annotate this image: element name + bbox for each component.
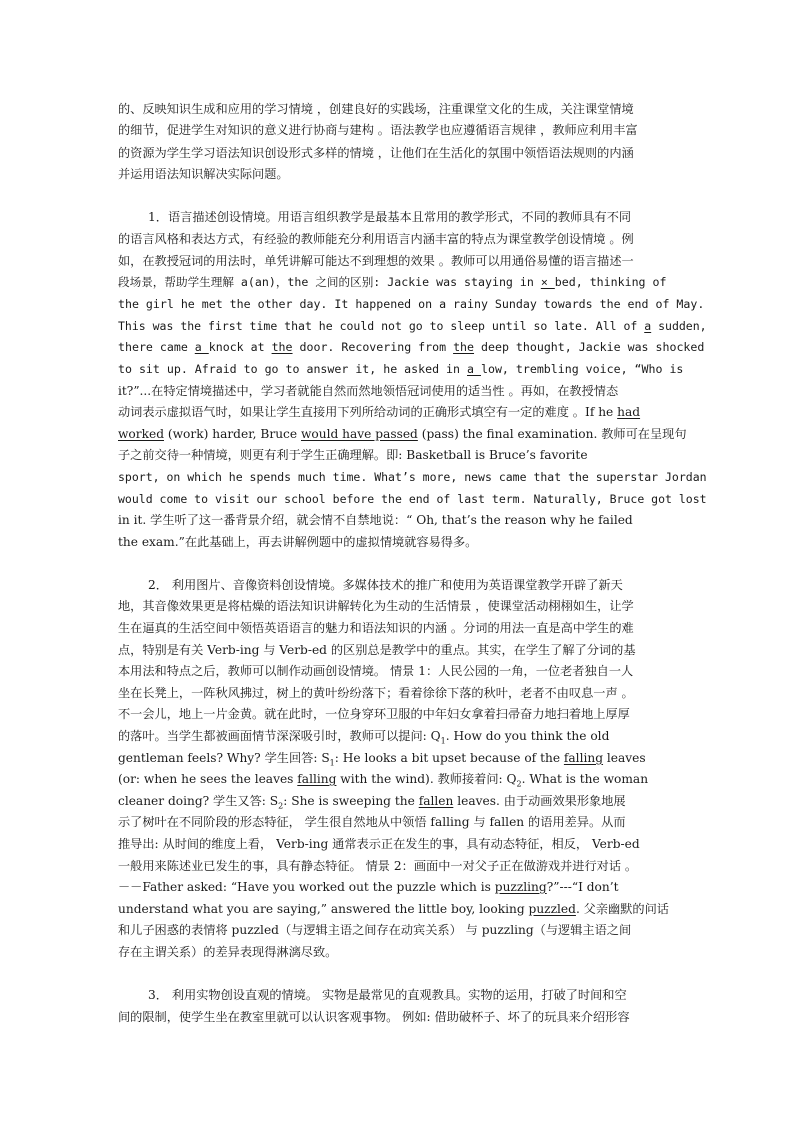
text-run: knock at <box>208 340 272 354</box>
text-line: 子之前交待一种情境，则更有利于学生正确理解。即: Basketball is Bruce’s favorite <box>118 448 588 462</box>
text-run: door. Recovering from <box>292 340 454 354</box>
text-run: low, trembling voice, “Who is <box>480 362 684 376</box>
text-line <box>118 404 640 420</box>
underlined-word: had <box>617 405 641 419</box>
text-run: . What is the woman <box>521 772 649 786</box>
text-run: This was the first time that he could not go to sleep until so late. All of <box>118 319 645 333</box>
text-run: 动词表示虚拟语气时，如果让学生直接用下列所给动词的正确形式填空有一定的难度 。If he <box>118 405 618 419</box>
underlined-word: fallen <box>418 794 454 808</box>
underlined-word: a <box>467 362 481 376</box>
text-line <box>118 879 619 895</box>
text-line <box>118 771 648 787</box>
text-line: it?”...在特定情境描述中，学习者就能自然而然地领悟冠词使用的适当性 。再如，在教授情态 <box>118 384 619 398</box>
underlined-word: puzzling <box>494 880 547 894</box>
text-line: 如，在教授冠词的用法时，单凭讲解可能达不到理想的效果 。教师可以用通俗易懂的语言描述一 <box>118 254 634 268</box>
text-run: 的落叶。当学生都被画面情节深深吸引时，教师可以提问: Q <box>118 729 441 743</box>
text-run: cleaner doing? 学生又答: S <box>118 794 279 808</box>
text-line: would come to visit our school before the end of last term. Naturally, Bruce got lost <box>118 492 707 506</box>
subscript: 2 <box>278 801 284 811</box>
underlined-word: falling <box>297 772 337 786</box>
text-run: : She is sweeping the <box>283 794 419 808</box>
text-run: there came <box>118 340 195 354</box>
text-line: 的语言风格和表达方式，有经验的教师能充分利用语言内涵丰富的特点为课堂教学创设情境 。例 <box>118 232 634 246</box>
text-line: 存在主谓关系）的差异表现得淋漓尽致。 <box>118 945 338 959</box>
text-line: 并运用语法知识解决实际问题。 <box>118 167 289 181</box>
text-line: 一般用来陈述业已发生的事，具有静态特征。 情景 2：画面中一对父子正在做游戏并进行对话 。 <box>118 859 638 873</box>
text-run: sudden, <box>651 319 707 333</box>
blank-answer: × <box>540 275 555 289</box>
text-line: 的资源为学生学习语法知识创设形式多样的情境 ，让他们在生活化的氛围中领悟语法规则的内涵 <box>118 146 634 160</box>
text-run: (work) harder, Bruce <box>164 427 301 441</box>
text-run: －－Father asked: “Have you worked out the puzzle which is <box>118 880 495 894</box>
text-line: 地，其音像效果更是将枯燥的语法知识讲解转化为生动的生活情景 ，使课堂活动栩栩如生，让学 <box>118 599 634 613</box>
text-line: the exam.”在此基础上，再去讲解例题中的虚拟情境就容易得多。 <box>118 535 478 549</box>
text-line <box>118 901 669 917</box>
underlined-word: would have passed <box>300 427 418 441</box>
text-run: leaves <box>603 751 646 765</box>
text-line: 坐在长凳上，一阵秋风拂过，树上的黄叶纷纷落下；看着徐徐下落的秋叶，老者不由叹息一声 。 <box>118 686 634 700</box>
text-line: 的细节，促进学生对知识的意义进行协商与建构 。语法教学也应遵循语言规律 ，教师应利用丰富 <box>118 123 638 137</box>
text-line <box>118 728 609 744</box>
subscript: 1 <box>440 736 446 746</box>
text-line: in it. 学生听了这一番背景介绍，就会情不自禁地说：“ Oh, that’s the reason why he failed <box>118 513 633 527</box>
text-run: (pass) the final examination. 教师可在呈现句 <box>417 427 687 441</box>
text-run: bed, thinking of <box>554 275 667 289</box>
text-line: 的、反映知识生成和应用的学习情境 ，创建良好的实践场，注重课堂文化的生成，关注课堂情境 <box>118 102 634 116</box>
text-run: with the wind). 教师接着问: Q <box>336 772 517 786</box>
text-run: understand what you are saying,” answered the little boy, looking <box>118 902 529 916</box>
text-line: 生在逼真的生活空间中领悟英语语言的魅力和语法知识的内涵 。分词的用法一直是高中学生的难 <box>118 621 634 635</box>
text-run: : He looks a bit upset because of the <box>334 751 564 765</box>
underlined-word: falling <box>563 751 604 765</box>
text-line <box>118 274 666 290</box>
text-run: deep thought, Jackie was shocked <box>474 340 705 354</box>
subscript: 1 <box>329 758 335 768</box>
text-run: (or: when he sees the leaves <box>118 772 298 786</box>
underlined-word: the <box>453 340 475 354</box>
text-line: 示了树叶在不同阶段的形态特征， 学生很自然地从中领悟 falling 与 fallen 的语用差异。从而 <box>118 815 626 829</box>
text-line <box>118 426 687 442</box>
text-line: 和儿子困惑的表情将 puzzled（与逻辑主语之间存在动宾关系） 与 puzzling（与逻辑主语之间 <box>118 923 632 937</box>
text-line: 1．语言描述创设情境。用语言组织教学是最基本且常用的教学形式，不同的教师具有不同 <box>148 210 632 224</box>
text-line: 不一会儿，地上一片金黄。就在此时，一位身穿环卫服的中年妇女拿着扫帚奋力地扫着地上厚厚 <box>118 707 630 721</box>
underlined-word: the <box>271 340 293 354</box>
text-run: . How do you think the old <box>445 729 610 743</box>
text-run: . 父亲幽默的问话 <box>575 902 669 916</box>
text-run: gentleman feels? Why? 学生回答: S <box>118 751 330 765</box>
underlined-word: worked <box>118 427 164 441</box>
text-line: 点，特别是有关 Verb-ing 与 Verb-ed 的区别总是教学中的重点。其实，在学生了解了分词的基 <box>118 643 636 657</box>
underlined-word: puzzled <box>528 902 576 916</box>
text-line <box>118 339 704 355</box>
text-line <box>118 750 646 766</box>
text-line: 推导出: 从时间的维度上看， Verb-ing 通常表示正在发生的事，具有动态特征，相反， Verb-ed <box>118 837 640 851</box>
text-line: 间的限制，使学生坐在教室里就可以认识客观事物。 例如: 借助破杯子、坏了的玩具来介绍形容 <box>118 1010 630 1024</box>
underlined-word: a <box>194 340 209 354</box>
text-line: the girl he met the other day. It happened on a rainy Sunday towards the end of May. <box>118 297 705 311</box>
text-line: 3． 利用实物创设直观的情境。 实物是最常见的直观教具。实物的运用，打破了时间和空 <box>148 988 627 1002</box>
text-line <box>118 318 707 334</box>
text-run: leaves. 由于动画效果形象地展 <box>453 794 626 808</box>
text-run: to sit up. Afraid to go to answer it, he asked in <box>118 362 468 376</box>
text-run: 段场景，帮助学生理解 a(an)，the 之间的区别: Jackie was staying in <box>118 275 541 289</box>
text-line: sport, on which he spends much time. What’s more, news came that the superstar Jordan <box>118 470 707 484</box>
underlined-word: a <box>644 319 652 333</box>
text-run: ?”---“I don’t <box>546 880 619 894</box>
text-line: 本用法和特点之后，教师可以制作动画创设情境。 情景 1：人民公园的一角，一位老者独自一人 <box>118 664 634 678</box>
text-line: 2． 利用图片、音像资料创设情境。多媒体技术的推广和使用为英语课堂教学开辟了新天 <box>148 578 623 592</box>
text-line <box>118 361 683 377</box>
subscript: 2 <box>516 779 522 789</box>
text-line <box>118 793 626 809</box>
